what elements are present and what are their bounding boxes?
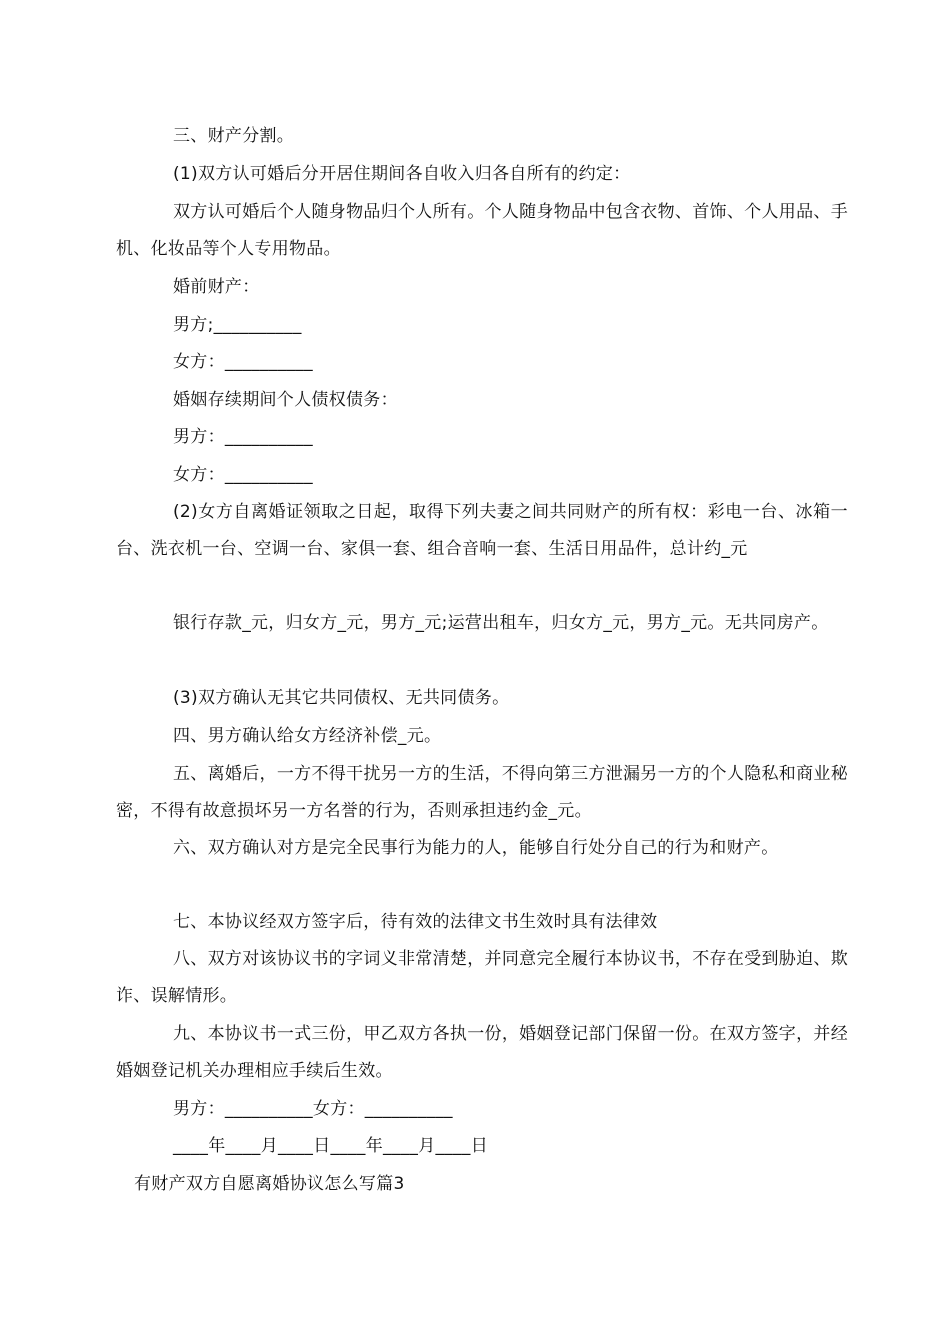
section-9-paragraph: 九、本协议书一式三份，甲乙双方各执一份，婚姻登记部门保留一份。在双方签字，并经婚姻登记机关办理相应手续后生效。 bbox=[116, 1024, 848, 1081]
signature-line: 男方：__________女方：__________ bbox=[173, 1099, 453, 1119]
section-4-paragraph: 四、男方确认给女方经济补偿_元。 bbox=[173, 726, 442, 746]
item-1-heading: (1)双方认可婚后分开居住期间各自收入归各自所有的约定： bbox=[173, 164, 631, 184]
item-3-paragraph: (3)双方确认无其它共同债权、无共同债务。 bbox=[173, 688, 510, 708]
date-line: ____年____月____日____年____月____日 bbox=[173, 1136, 488, 1156]
section-3-heading: 三、财产分割。 bbox=[173, 126, 295, 146]
next-article-title: 有财产双方自愿离婚协议怎么写篇3 bbox=[134, 1174, 405, 1194]
section-6-paragraph: 六、双方确认对方是完全民事行为能力的人，能够自行处分自己的行为和财产。 bbox=[173, 838, 779, 858]
bank-deposit-paragraph: 银行存款_元，归女方_元，男方_元;运营出租车，归女方_元，男方_元。无共同房产。 bbox=[173, 613, 829, 633]
premarital-property-label: 婚前财产： bbox=[173, 277, 260, 297]
debts-female-field: 女方：__________ bbox=[173, 465, 313, 485]
premarital-female-field: 女方：__________ bbox=[173, 352, 313, 372]
section-7-paragraph: 七、本协议经双方签字后，待有效的法律文书生效时具有法律效 bbox=[173, 912, 658, 932]
premarital-male-field: 男方;__________ bbox=[173, 315, 302, 335]
section-8-paragraph: 八、双方对该协议书的字词义非常清楚，并同意完全履行本协议书，不存在受到胁迫、欺诈、误解情形。 bbox=[116, 949, 848, 1006]
item-2-paragraph: (2)女方自离婚证领取之日起，取得下列夫妻之间共同财产的所有权：彩电一台、冰箱一台、洗衣机一台、空调一台、家俱一套、组合音响一套、生活日用品件，总计约_元 bbox=[116, 502, 848, 559]
item-1-paragraph: 双方认可婚后个人随身物品归个人所有。个人随身物品中包含衣物、首饰、个人用品、手机、化妆品等个人专用物品。 bbox=[116, 202, 848, 259]
section-5-paragraph: 五、离婚后，一方不得干扰另一方的生活，不得向第三方泄漏另一方的个人隐私和商业秘密，不得有故意损坏另一方名誉的行为，否则承担违约金_元。 bbox=[116, 764, 848, 821]
debts-male-field: 男方：__________ bbox=[173, 427, 313, 447]
debts-label: 婚姻存续期间个人债权债务： bbox=[173, 390, 398, 410]
